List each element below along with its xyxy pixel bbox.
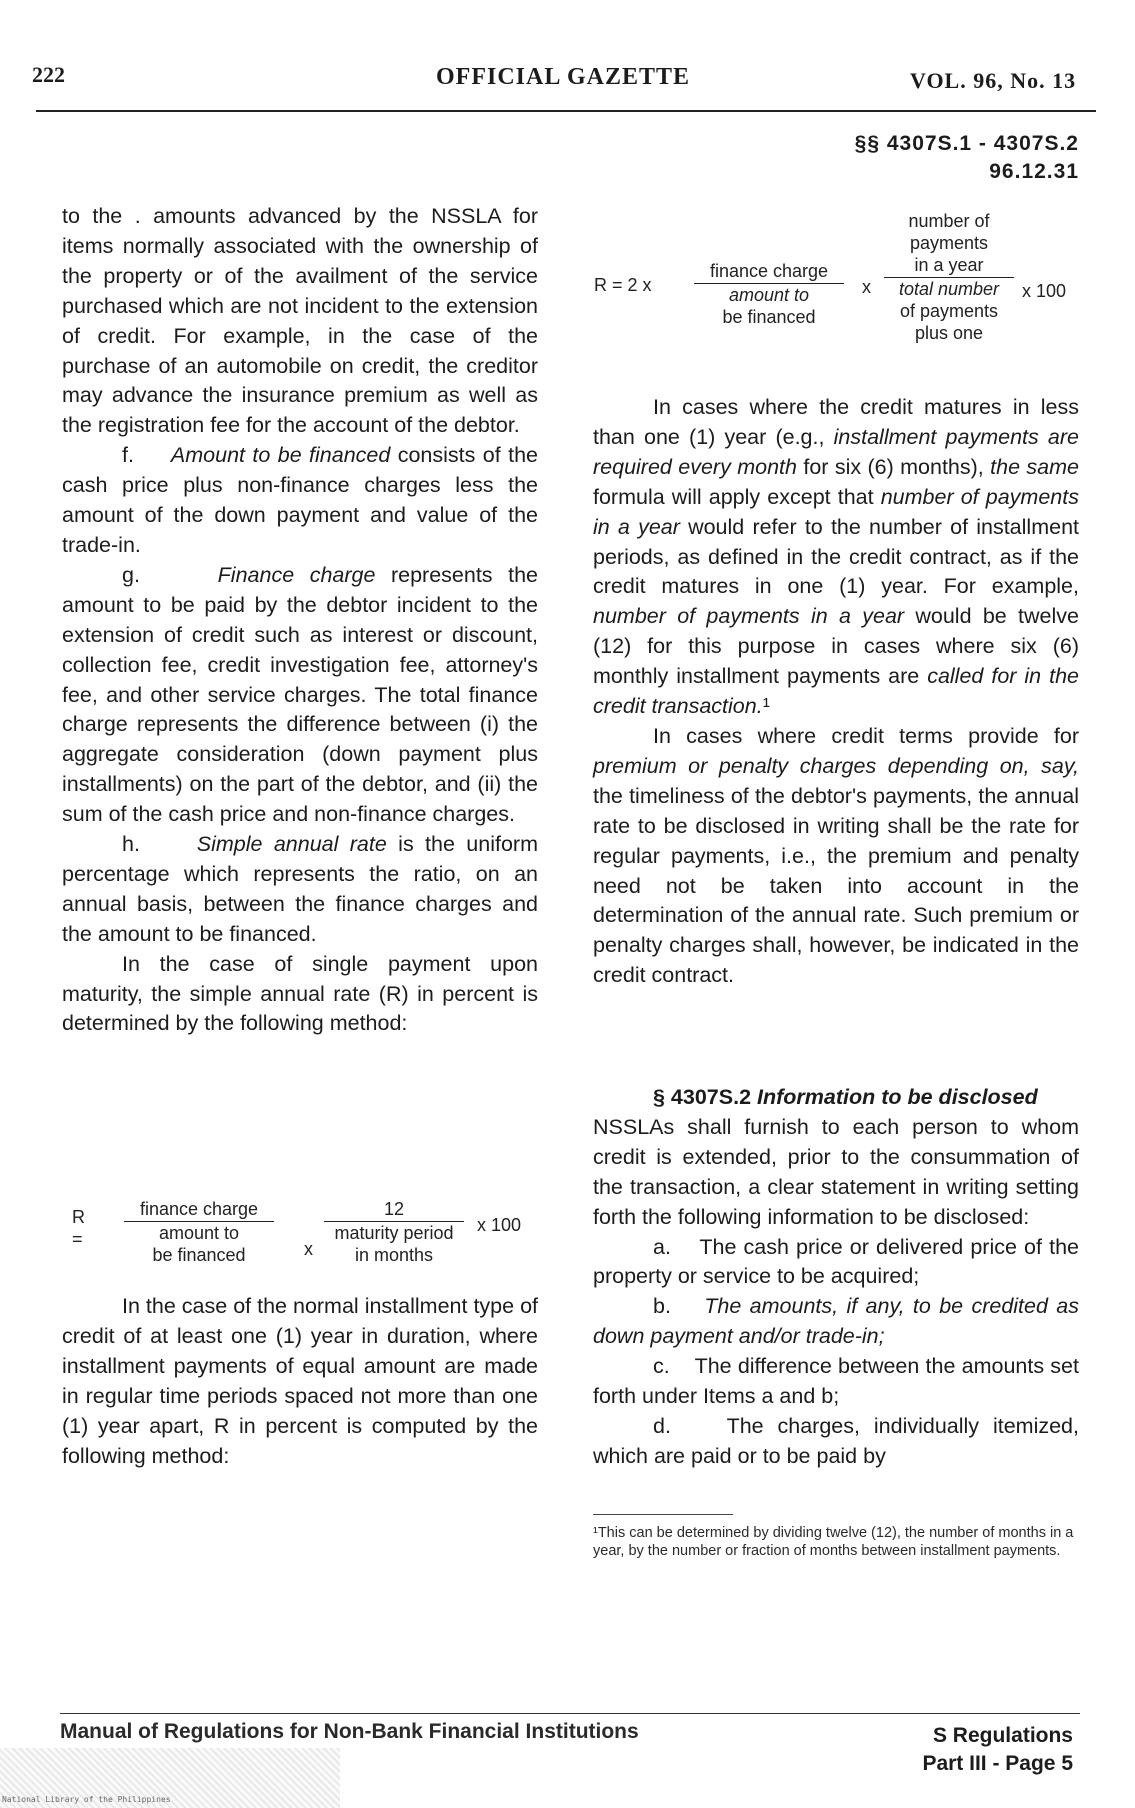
page-number: 222 bbox=[32, 62, 65, 87]
item-label: a. bbox=[653, 1234, 671, 1259]
formula-lhs: R = bbox=[72, 1207, 85, 1249]
less-than-year-paragraph bbox=[593, 393, 1079, 722]
right-column-section bbox=[593, 1083, 1079, 1472]
multiply-sign: x bbox=[304, 1239, 313, 1259]
left-column bbox=[62, 202, 538, 1039]
scan-stamp: National Library of the Philippines bbox=[2, 1795, 171, 1804]
item-label: b. bbox=[653, 1294, 671, 1319]
emphasis: number of payments in a year bbox=[593, 484, 1079, 539]
section-heading bbox=[593, 1083, 1079, 1113]
definition-text: represents the amount to be paid by the debtor incident to the extension of credit such as interest or discount, collection fee, credit investigation fee, attorney's fee, and other service charges. The total finance charge represents the difference between (i) the aggregate consideration (down payment plus installments) on the part of the debtor, and (ii) the sum of the cash price and non-finance charges. bbox=[62, 562, 538, 827]
item-label: f. bbox=[122, 443, 134, 468]
header-rule bbox=[36, 110, 1096, 112]
item-label: d. bbox=[653, 1413, 671, 1438]
section-number: § 4307S.2 bbox=[653, 1085, 752, 1109]
text: the timeliness of the debtor's payments, the annual rate to be disclosed in writing shall be the rate for regular payments, i.e., the premium and penalty need not be taken into account in the determination of the annual rate. Such premium or penalty charges shall, however, be indicated in the credit contract. bbox=[593, 783, 1079, 988]
publication-title: OFFICIAL GAZETTE bbox=[436, 64, 691, 90]
numerator: finance charge bbox=[694, 260, 844, 284]
multiply-sign: x bbox=[862, 277, 871, 297]
footnote-rule bbox=[593, 1514, 733, 1515]
emphasis: installment payments are required every month bbox=[593, 424, 1079, 479]
item-text: The cash price or delivered price of the property or service to be acquired; bbox=[593, 1234, 1079, 1289]
installment-paragraph: In the case of the normal installment type of credit of at least one (1) year in duration, where installment payments of equal amount are made in regular time periods spaced not more than one (1) year apart, R in percent is computed by the following method: bbox=[62, 1294, 538, 1468]
section-reference bbox=[855, 130, 1079, 186]
definition-h bbox=[62, 830, 538, 950]
multiply-100: x 100 bbox=[477, 1215, 522, 1235]
item-text: The difference between the amounts set forth under Items a and b; bbox=[593, 1354, 1079, 1409]
denominator-line1: amount to bbox=[728, 285, 810, 305]
single-payment-paragraph: In the case of single payment upon maturity, the simple annual rate (R) in percent is determined by the following method: bbox=[62, 951, 538, 1036]
fraction-finance-over-amount bbox=[694, 260, 844, 328]
paragraph-e-continued: to the . amounts advanced by the NSSLA for items normally associated with the ownership of the property or of the availment of the service purchased which are not incident to the extension of credit. For example, in the case of the purchase of an automobile on credit, the creditor may advance the insurance premium as well as the registration fee for the account of the debtor. bbox=[62, 204, 538, 438]
emphasis: number of payments in a year bbox=[593, 604, 905, 629]
denominator-line2: of payments bbox=[899, 301, 999, 321]
text: would refer to the number of installment periods, as defined in the credit contract, as if the credit matures in one (1) year. For example, bbox=[593, 514, 1079, 599]
manual-title: Manual of Regulations for Non-Bank Financial Institutions bbox=[60, 1720, 639, 1743]
denominator-line2: in months bbox=[354, 1245, 434, 1265]
footnote-marker: ¹ bbox=[762, 694, 770, 719]
definition-g bbox=[62, 561, 538, 830]
text: In cases where credit terms provide for bbox=[653, 723, 1079, 748]
text: formula will apply except that bbox=[593, 484, 881, 509]
part-page-label: Part III - Page 5 bbox=[922, 1752, 1073, 1775]
premium-paragraph bbox=[593, 722, 1079, 991]
list-item-c bbox=[593, 1352, 1079, 1412]
fraction-12-over-maturity bbox=[324, 1198, 464, 1266]
denominator-line1: amount to bbox=[158, 1223, 240, 1243]
section-range: §§ 4307S.1 - 4307S.2 bbox=[854, 132, 1079, 155]
item-label: c. bbox=[653, 1354, 670, 1379]
term: Finance charge bbox=[217, 562, 376, 587]
emphasis: called for in the credit transaction. bbox=[593, 664, 1079, 719]
date-code: 96.12.31 bbox=[989, 160, 1079, 183]
text: for six (6) months), bbox=[796, 454, 991, 479]
definition-text: consists of the cash price plus non-finance charges less the amount of the down payment and value of the trade-in. bbox=[62, 443, 538, 557]
item-label: g. bbox=[122, 562, 140, 587]
term: Simple annual rate bbox=[196, 832, 387, 857]
text: In cases where the credit matures in less than one (1) year (e.g., bbox=[593, 395, 1079, 449]
numerator-line2: payments bbox=[909, 233, 989, 253]
fraction-finance-over-amount bbox=[124, 1198, 274, 1266]
left-column-lower bbox=[62, 1292, 538, 1471]
numerator: finance charge bbox=[124, 1198, 274, 1222]
footer-page-info bbox=[922, 1722, 1073, 1778]
list-item-b bbox=[593, 1292, 1079, 1352]
definition-f bbox=[62, 441, 538, 561]
definition-text: is the uniform percentage which represents the ratio, on an annual basis, between the finance charges and the amount to be financed. bbox=[62, 832, 539, 946]
footnote: ¹This can be determined by dividing twelve (12), the number of months in a year, by the number or fraction of months between installment payments. bbox=[593, 1525, 1074, 1559]
item-label: h. bbox=[122, 832, 140, 857]
item-text: The amounts, if any, to be credited as down payment and/or trade-in; bbox=[593, 1294, 1079, 1349]
multiply-100: x 100 bbox=[1022, 281, 1067, 301]
formula-lhs: R = 2 x bbox=[594, 275, 652, 295]
list-item-d bbox=[593, 1412, 1079, 1472]
denominator-line2: be financed bbox=[152, 1245, 246, 1265]
list-item-a bbox=[593, 1233, 1079, 1293]
emphasis: premium or penalty charges depending on, say, bbox=[593, 753, 1079, 778]
text: would be twelve (12) for this purpose in cases where six (6) monthly installment payments are bbox=[593, 604, 1079, 689]
volume-number: VOL. 96, No. 13 bbox=[910, 68, 1077, 93]
numerator-line1: number of bbox=[908, 211, 990, 231]
denominator-line2: be financed bbox=[722, 307, 816, 327]
term: Amount to be financed bbox=[170, 443, 391, 468]
denominator-line3: plus one bbox=[914, 323, 984, 343]
section-intro: NSSLAs shall furnish to each person to whom credit is extended, prior to the consummation of the transaction, a clear statement in writing setting forth the following information to be disclosed: bbox=[593, 1114, 1079, 1229]
regulations-label: S Regulations bbox=[932, 1724, 1073, 1747]
section-title: Information to be disclosed bbox=[757, 1085, 1038, 1109]
numerator: 12 bbox=[324, 1198, 464, 1222]
footer-rule bbox=[60, 1713, 1080, 1714]
denominator-line1: maturity period bbox=[334, 1223, 454, 1243]
denominator-line1: total number bbox=[898, 279, 1000, 299]
numerator-line3: in a year bbox=[884, 254, 1014, 278]
fraction-payments bbox=[884, 210, 1014, 344]
item-text: The charges, individually itemized, which are paid or to be paid by bbox=[593, 1413, 1079, 1468]
right-column bbox=[593, 393, 1079, 991]
formula-installment bbox=[594, 210, 1084, 370]
emphasis: the same bbox=[990, 454, 1079, 479]
